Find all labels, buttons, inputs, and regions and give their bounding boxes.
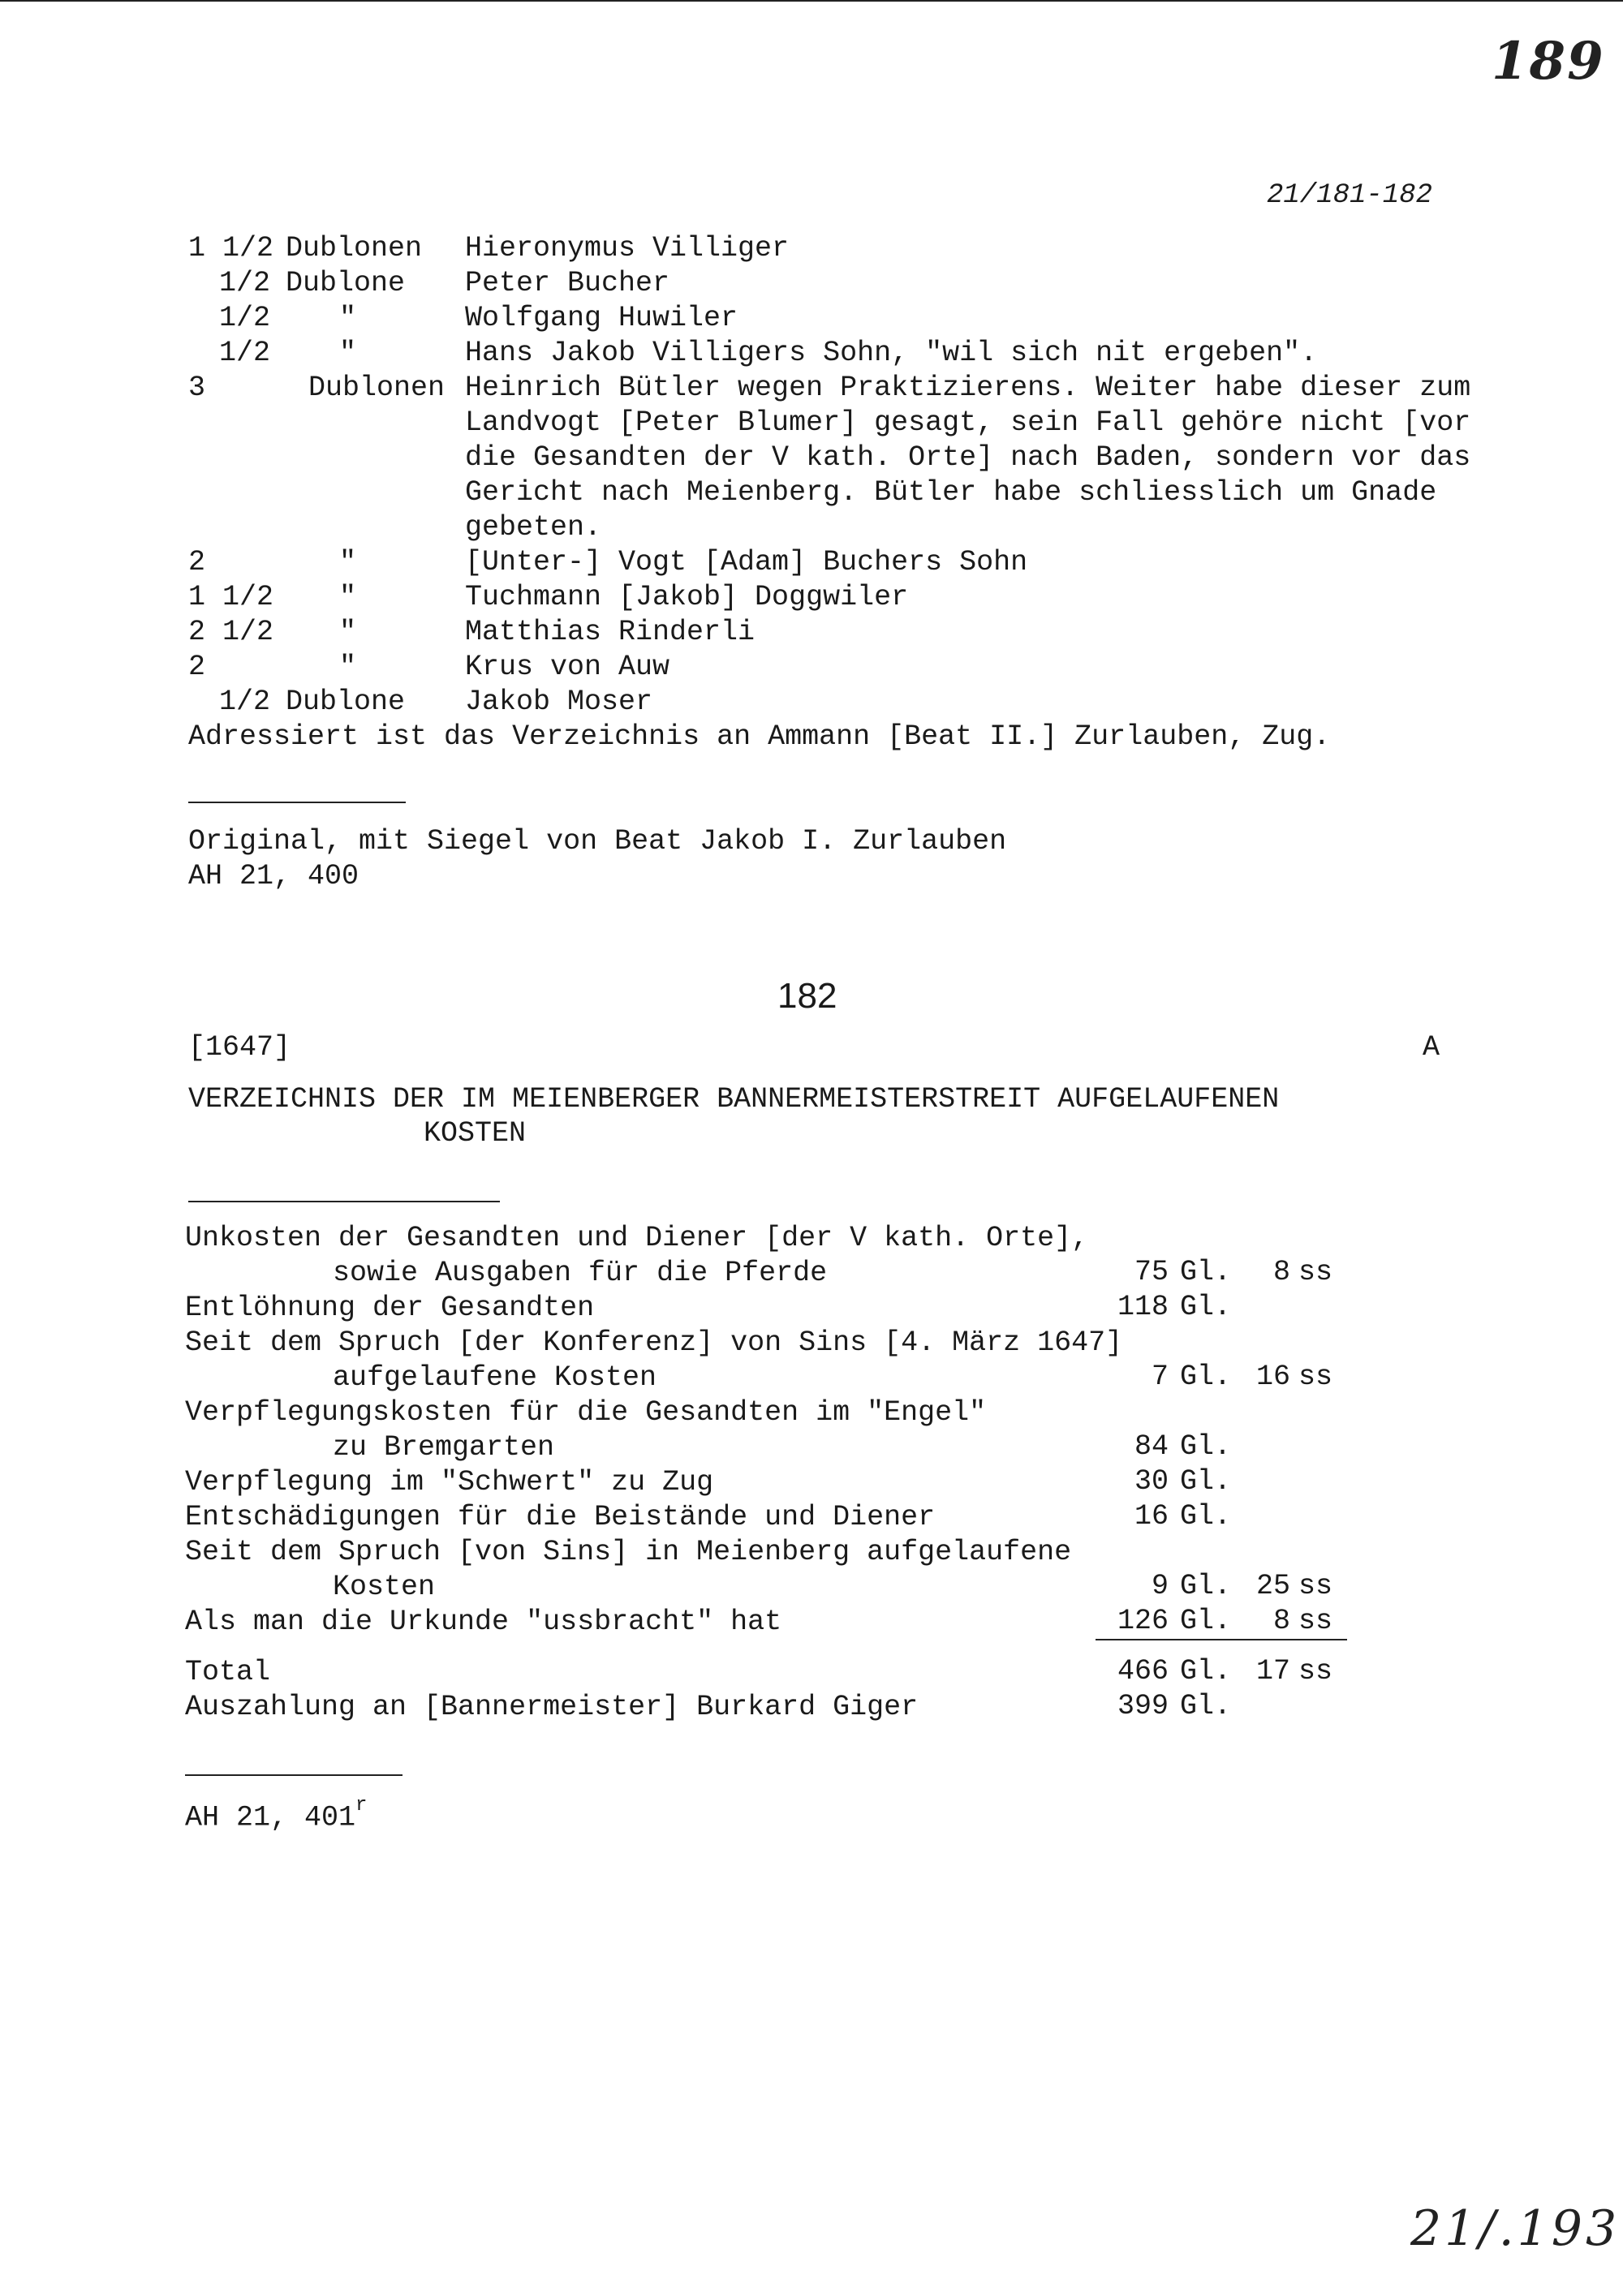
list-amount: 3 (188, 372, 206, 404)
cost-gl: 126 (1117, 1605, 1169, 1637)
payout-gl: 399 (1117, 1690, 1169, 1722)
gl-unit: Gl. (1180, 1570, 1232, 1602)
gl-unit: Gl. (1180, 1291, 1232, 1323)
cost-gl: 7 (1151, 1361, 1169, 1393)
cost-desc: Seit dem Spruch [der Konferenz] von Sins [4. März 1647] (185, 1326, 1123, 1359)
list-name: Heinrich Bütler wegen Praktizierens. Weiter habe dieser zum (465, 372, 1471, 404)
list-name-cont: die Gesandten der V kath. Orte] nach Baden, sondern vor das (465, 441, 1471, 474)
gl-unit: Gl. (1180, 1500, 1232, 1533)
ss-unit: ss (1298, 1655, 1333, 1688)
list-name-cont: Gericht nach Meienberg. Bütler habe schliesslich um Gnade (465, 476, 1437, 509)
document-title-cont: KOSTEN (424, 1117, 527, 1150)
cost-desc-cont: aufgelaufene Kosten (333, 1361, 657, 1394)
list-unit: " (339, 651, 357, 683)
list-name-cont: Landvogt [Peter Blumer] gesagt, sein Fall gehöre nicht [vor (465, 406, 1471, 439)
sum-rule (1096, 1639, 1347, 1640)
cost-desc: Unkosten der Gesandten und Diener [der V kath. Orte], (185, 1222, 1089, 1254)
ss-unit: ss (1298, 1361, 1333, 1393)
cost-desc: Entlöhnung der Gesandten (185, 1292, 595, 1324)
list-amount: 1/2 (219, 337, 271, 369)
payout-label: Auszahlung an [Bannermeister] Burkard Giger (185, 1691, 919, 1723)
list-unit: Dublone (286, 267, 406, 299)
cost-ss: 16 (1255, 1361, 1290, 1393)
gl-unit: Gl. (1180, 1361, 1232, 1393)
title-rule (188, 1201, 500, 1202)
list-unit: Dublonen (308, 372, 446, 404)
cost-gl: 84 (1134, 1430, 1169, 1463)
cost-desc: Seit dem Spruch [von Sins] in Meienberg aufgelaufene (185, 1536, 1072, 1568)
list-amount: 2 1/2 (188, 616, 274, 648)
handwritten-archive-number: 21/.193 (1410, 2200, 1621, 2257)
footnote-rule (188, 802, 406, 803)
cost-ss: 8 (1272, 1605, 1290, 1637)
list-amount: 1/2 (219, 302, 271, 334)
list-unit: " (339, 337, 357, 369)
cost-desc: Als man die Urkunde "ussbracht" hat (185, 1606, 782, 1638)
list-unit: " (339, 546, 357, 578)
ss-unit: ss (1298, 1570, 1333, 1602)
source-signature: AH 21, 400 (188, 860, 359, 892)
list-name-cont: gebeten. (465, 511, 602, 544)
list-name: Peter Bucher (465, 267, 670, 299)
list-amount: 1 1/2 (188, 581, 274, 613)
document-title: VERZEICHNIS DER IM MEIENBERGER BANNERMEISTERSTREIT AUFGELAUFENEN (188, 1083, 1280, 1116)
cost-desc-cont: Kosten (333, 1571, 436, 1603)
list-amount: 1 1/2 (188, 232, 274, 264)
cost-desc: Verpflegungskosten für die Gesandten im "Engel" (185, 1396, 987, 1429)
total-label: Total (185, 1656, 271, 1688)
list-amount: 2 (188, 651, 206, 683)
cost-ss: 25 (1255, 1570, 1290, 1602)
source-text: AH 21, 401 (185, 1801, 356, 1834)
list-amount: 1/2 (219, 267, 271, 299)
list-unit: " (339, 302, 357, 334)
source-line: Original, mit Siegel von Beat Jakob I. Zurlauben (188, 825, 1007, 858)
list-name: Matthias Rinderli (465, 616, 756, 648)
list-name: Tuchmann [Jakob] Doggwiler (465, 581, 909, 613)
handwritten-page-number: 189 (1492, 31, 1605, 92)
source-sup: r (355, 1795, 368, 1817)
total-gl: 466 (1117, 1655, 1169, 1688)
list-unit: Dublone (286, 686, 406, 718)
list-name: Jakob Moser (465, 686, 653, 718)
document-date: [1647] (188, 1031, 291, 1064)
cost-gl: 16 (1134, 1500, 1169, 1533)
list-name: Krus von Auw (465, 651, 670, 683)
list-amount: 2 (188, 546, 206, 578)
gl-unit: Gl. (1180, 1256, 1232, 1288)
document-letter: A (1423, 1031, 1440, 1064)
list-name: Hieronymus Villiger (465, 232, 790, 264)
cost-gl: 9 (1151, 1570, 1169, 1602)
gl-unit: Gl. (1180, 1465, 1232, 1498)
address-note: Adressiert ist das Verzeichnis an Ammann [Beat II.] Zurlauben, Zug. (188, 720, 1331, 753)
cost-gl: 30 (1134, 1465, 1169, 1498)
ss-unit: ss (1298, 1256, 1333, 1288)
list-amount: 1/2 (219, 686, 271, 718)
list-name: [Unter-] Vogt [Adam] Buchers Sohn (465, 546, 1028, 578)
source-signature-182 (185, 1793, 367, 1836)
list-name: Hans Jakob Villigers Sohn, "wil sich nit ergeben". (465, 337, 1318, 369)
total-ss: 17 (1255, 1655, 1290, 1688)
gl-unit: Gl. (1180, 1430, 1232, 1463)
ss-unit: ss (1298, 1605, 1333, 1637)
gl-unit: Gl. (1180, 1605, 1232, 1637)
list-unit: " (339, 581, 357, 613)
reference-number: 21/181-182 (1266, 180, 1432, 211)
cost-gl: 75 (1134, 1256, 1169, 1288)
cost-desc: Verpflegung im "Schwert" zu Zug (185, 1466, 714, 1498)
gl-unit: Gl. (1180, 1655, 1232, 1688)
cost-desc-cont: zu Bremgarten (333, 1431, 555, 1464)
top-edge-rule (0, 0, 1623, 2)
document-number: 182 (777, 976, 837, 1016)
footnote-rule (185, 1774, 403, 1776)
list-unit: Dublonen (286, 232, 423, 264)
gl-unit: Gl. (1180, 1690, 1232, 1722)
cost-ss: 8 (1272, 1256, 1290, 1288)
list-name: Wolfgang Huwiler (465, 302, 738, 334)
list-unit: " (339, 616, 357, 648)
cost-desc-cont: sowie Ausgaben für die Pferde (333, 1257, 828, 1289)
cost-gl: 118 (1117, 1291, 1169, 1323)
cost-desc: Entschädigungen für die Beistände und Diener (185, 1501, 936, 1533)
